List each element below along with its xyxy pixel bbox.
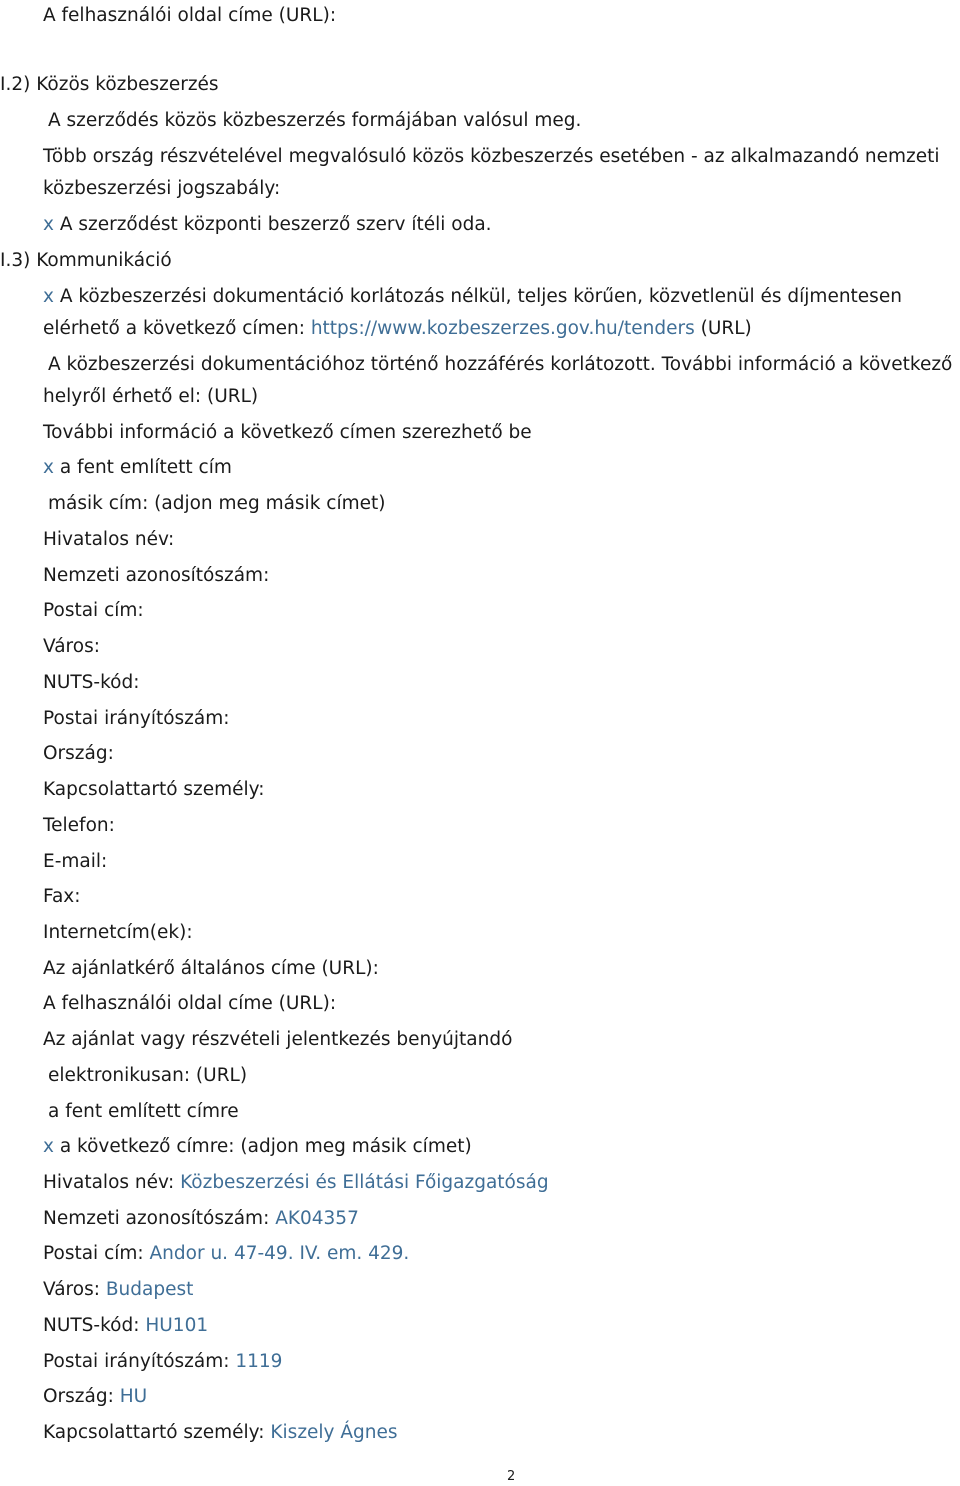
city-label: Város: — [43, 636, 100, 657]
submission-option-other: x a következő címre: (adjon meg másik címet) — [43, 1136, 472, 1157]
restricted-access-text-cont: helyről érhető el: (URL) — [43, 386, 259, 407]
doc-access-address: elérhető a következő címen: https://www.kozbeszerzes.gov.hu/tenders (URL) — [43, 318, 752, 339]
submission-option-above: a fent említett címre — [48, 1101, 239, 1122]
country-value: HU — [119, 1386, 148, 1407]
check-mark: x — [43, 1136, 54, 1157]
country-label: Ország: — [43, 743, 114, 764]
general-url-label: Az ajánlatkérő általános címe (URL): — [43, 958, 379, 979]
buyer-profile-url-label: A felhasználói oldal címe (URL): — [43, 5, 337, 26]
restricted-access-text: A közbeszerzési dokumentációhoz történő hozzáférés korlátozott. További információ a következő — [48, 354, 953, 375]
phone-label: Telefon: — [43, 815, 115, 836]
postal-code-value: 1119 — [235, 1351, 283, 1372]
check-mark: x — [43, 457, 54, 478]
city-value: Budapest — [105, 1279, 194, 1300]
contact-person-label: Kapcsolattartó személy: — [43, 779, 265, 800]
contact-person-row: Kapcsolattartó személy: Kiszely Ágnes — [43, 1422, 398, 1443]
submission-option-electronic: elektronikusan: (URL) — [48, 1065, 248, 1086]
more-info-title: További információ a következő címen szerezhető be — [43, 422, 532, 443]
tenders-link[interactable]: https://www.kozbeszerzes.gov.hu/tenders — [310, 318, 695, 339]
buyer-profile-url-label: A felhasználói oldal címe (URL): — [43, 993, 337, 1014]
national-id-row: Nemzeti azonosítószám: AK04357 — [43, 1208, 359, 1229]
nuts-code-row: NUTS-kód: HU101 — [43, 1315, 209, 1336]
official-name-label: Hivatalos név: — [43, 529, 175, 550]
multi-country-text: Több ország részvételével megvalósuló közös közbeszerzés esetében - az alkalmazandó nemzeti — [43, 146, 940, 167]
more-info-option-above: x a fent említett cím — [43, 457, 232, 478]
postal-address-value: Andor u. 47-49. IV. em. 429. — [149, 1243, 410, 1264]
internet-address-label: Internetcím(ek): — [43, 922, 193, 943]
central-purchasing-option: x A szerződést központi beszerző szerv ítéli oda. — [43, 214, 492, 235]
page-number: 2 — [507, 1469, 516, 1484]
postal-code-label: Postai irányítószám: — [43, 708, 230, 729]
postal-address-row: Postai cím: Andor u. 47-49. IV. em. 429. — [43, 1243, 410, 1264]
national-id-value: AK04357 — [275, 1208, 359, 1229]
official-name-row: Hivatalos név: Közbeszerzési és Ellátási Főigazgatóság — [43, 1172, 549, 1193]
submission-title: Az ajánlat vagy részvételi jelentkezés benyújtandó — [43, 1029, 513, 1050]
fax-label: Fax: — [43, 886, 81, 907]
check-mark: x — [43, 214, 54, 235]
section-heading-joint-procurement: I.2) Közös közbeszerzés — [0, 74, 219, 95]
city-row: Város: Budapest — [43, 1279, 194, 1300]
email-label: E-mail: — [43, 851, 108, 872]
check-mark: x — [43, 286, 54, 307]
nuts-code-value: HU101 — [145, 1315, 209, 1336]
doc-access-option: x A közbeszerzési dokumentáció korlátozás nélkül, teljes körűen, közvetlenül és díjmentesen — [43, 286, 902, 307]
country-row: Ország: HU — [43, 1386, 148, 1407]
multi-country-text-cont: közbeszerzési jogszabály: — [43, 178, 281, 199]
more-info-option-other: másik cím: (adjon meg másik címet) — [48, 493, 386, 514]
nuts-code-label: NUTS-kód: — [43, 672, 140, 693]
official-name-value: Közbeszerzési és Ellátási Főigazgatóság — [180, 1172, 549, 1193]
postal-address-label: Postai cím: — [43, 600, 144, 621]
postal-code-row: Postai irányítószám: 1119 — [43, 1351, 283, 1372]
contact-person-value: Kiszely Ágnes — [270, 1422, 398, 1443]
national-id-label: Nemzeti azonosítószám: — [43, 565, 270, 586]
section-heading-communication: I.3) Kommunikáció — [0, 250, 172, 271]
joint-procurement-option: A szerződés közös közbeszerzés formájában valósul meg. — [48, 110, 582, 131]
